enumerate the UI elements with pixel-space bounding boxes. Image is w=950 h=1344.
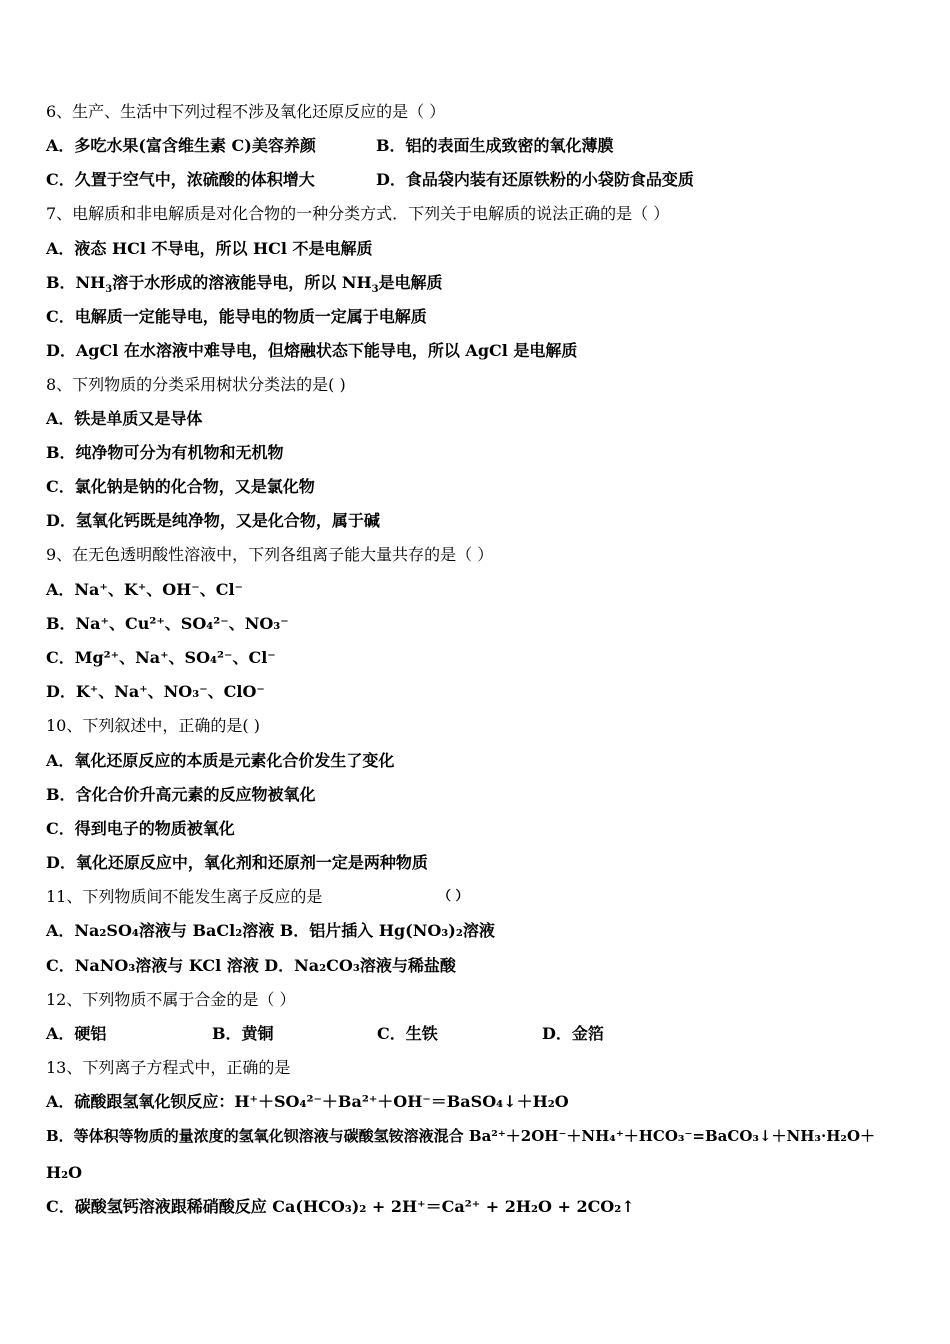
q11-options-ab: A．Na₂SO₄溶液与 BaCl₂溶液 B．铝片插入 Hg(NO₃)₂溶液 [46, 921, 495, 940]
q10-option-b: B．含化合价升高元素的反应物被氧化 [46, 785, 316, 804]
q9-option-d: D．K⁺、Na⁺、NO₃⁻、ClO⁻ [46, 682, 265, 701]
q7-b-sub2: 3 [371, 284, 379, 296]
q9-option-c: C．Mg²⁺、Na⁺、SO₄²⁻、Cl⁻ [46, 648, 276, 667]
q8-option-c: C．氯化钠是钠的化合物，又是氯化物 [46, 477, 315, 496]
q12-option-a: A．硬铝 [46, 1024, 107, 1043]
q8-stem: 8、下列物质的分类采用树状分类法的是( ) [46, 375, 346, 394]
q13-option-a: A．硫酸跟氢氧化钡反应：H⁺＋SO₄²⁻＋Ba²⁺＋OH⁻＝BaSO₄↓＋H₂O [46, 1092, 569, 1111]
q8-option-b: B．纯净物可分为有机物和无机物 [46, 443, 284, 462]
q7-option-b [46, 273, 443, 296]
q6-option-d: D．食品袋内装有还原铁粉的小袋防食品变质 [376, 170, 694, 189]
q12-option-c: C．生铁 [377, 1024, 438, 1043]
q6-option-c: C．久置于空气中，浓硫酸的体积增大 [46, 170, 315, 189]
q10-stem: 10、下列叙述中，正确的是( ) [46, 716, 260, 735]
q7-b-post: 是电解质 [378, 273, 443, 292]
q7-stem: 7、电解质和非电解质是对化合物的一种分类方式．下列关于电解质的说法正确的是（ ） [46, 204, 670, 223]
q6-stem: 6、生产、生活中下列过程不涉及氧化还原反应的是（ ） [46, 102, 446, 121]
q12-stem: 12、下列物质不属于合金的是（ ） [46, 990, 296, 1009]
q6-option-b: B．铝的表面生成致密的氧化薄膜 [376, 136, 614, 155]
q7-option-c: C．电解质一定能导电，能导电的物质一定属于电解质 [46, 307, 427, 326]
q10-option-a: A．氧化还原反应的本质是元素化合价发生了变化 [46, 751, 395, 770]
q8-option-a: A．铁是单质又是导体 [46, 409, 203, 428]
q7-option-d: D．AgCl 在水溶液中难导电，但熔融状态下能导电，所以 AgCl 是电解质 [46, 341, 578, 360]
q12-option-d: D．金箔 [542, 1024, 604, 1043]
q7-b-pre: B．NH [46, 273, 106, 292]
q10-option-c: C．得到电子的物质被氧化 [46, 819, 235, 838]
q11-options-cd: C．NaNO₃溶液与 KCl 溶液 D．Na₂CO₃溶液与稀盐酸 [46, 956, 456, 975]
q12-option-b: B．黄铜 [212, 1024, 274, 1043]
q9-option-a: A．Na⁺、K⁺、OH⁻、Cl⁻ [46, 580, 243, 599]
q9-stem: 9、在无色透明酸性溶液中，下列各组离子能大量共存的是（ ） [46, 545, 494, 564]
q13-option-b: B．等体积等物质的量浓度的氢氧化钡溶液与碳酸氢铵溶液混合 Ba²⁺＋2OH⁻＋NH₄⁺＋HCO₃⁻=BaCO₃↓＋NH₃·H₂O＋ [46, 1127, 876, 1145]
q13-stem: 13、下列离子方程式中，正确的是 [46, 1058, 291, 1077]
q11-stem: 11、下列物质间不能发生离子反应的是 [46, 887, 323, 906]
q11-answer-paren: （ ） [438, 889, 469, 904]
q6-option-a: A．多吃水果(富含维生素 C)美容养颜 [46, 136, 316, 155]
q10-option-d: D．氧化还原反应中，氧化剂和还原剂一定是两种物质 [46, 853, 428, 872]
q7-option-a: A．液态 HCl 不导电，所以 HCl 不是电解质 [46, 239, 373, 258]
q9-option-b: B．Na⁺、Cu²⁺、SO₄²⁻、NO₃⁻ [46, 614, 289, 633]
q13-option-c: C．碳酸氢钙溶液跟稀硝酸反应 Ca(HCO₃)₂ + 2H⁺＝Ca²⁺ + 2H₂O + 2CO₂↑ [46, 1197, 635, 1216]
q13-option-b-continued: H₂O [46, 1163, 83, 1182]
q7-b-mid: 溶于水形成的溶液能导电，所以 NH [112, 273, 372, 292]
q8-option-d: D．氢氧化钙既是纯净物，又是化合物，属于碱 [46, 511, 380, 530]
q7-b-sub: 3 [105, 284, 113, 296]
